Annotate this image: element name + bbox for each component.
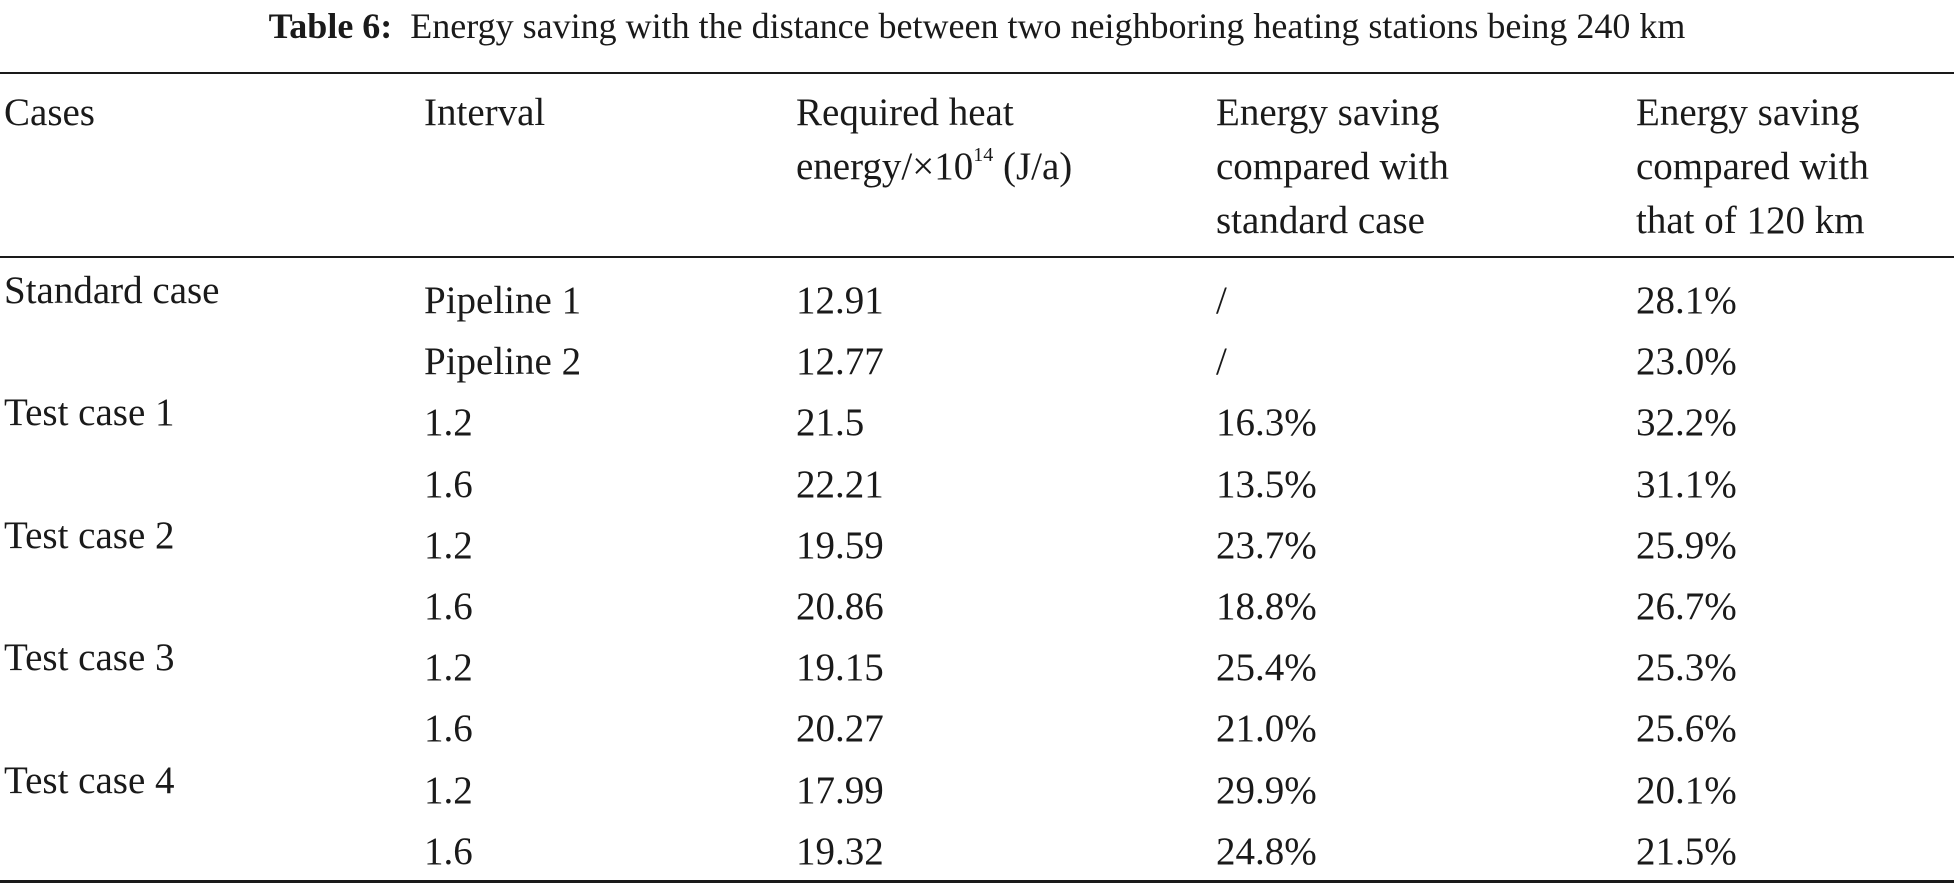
table-row: [0, 268, 1954, 329]
header-rule: [0, 256, 1954, 258]
cell-interval: 1.2: [424, 768, 473, 812]
cell-saving-standard: 23.7%: [1216, 523, 1317, 567]
cell-required-heat: 20.86: [796, 584, 884, 628]
cell-interval: 1.6: [424, 462, 473, 506]
cell-saving-120km: 25.3%: [1636, 646, 1737, 690]
header-interval: [424, 86, 545, 140]
cell-interval: 1.6: [424, 707, 473, 751]
cell-saving-standard: 13.5%: [1216, 462, 1317, 506]
cell-saving-standard: /: [1216, 340, 1227, 384]
cell-case: Standard case: [4, 269, 220, 312]
table-row: [0, 819, 1954, 880]
cell-saving-120km: 23.0%: [1636, 340, 1737, 384]
header-interval-label: Interval: [424, 91, 546, 134]
table-row: [0, 452, 1954, 513]
cell-case: Test case 3: [4, 636, 175, 680]
header-cases: [4, 86, 95, 140]
cell-saving-120km: 31.1%: [1636, 462, 1737, 506]
cell-required-heat: 19.15: [796, 646, 884, 690]
cell-saving-standard: 25.4%: [1216, 646, 1317, 690]
cell-saving-120km: 32.2%: [1636, 401, 1737, 445]
table-caption: [0, 2, 1954, 50]
table-row: [0, 329, 1954, 390]
header-required-line1: Required heat: [796, 91, 1014, 134]
cell-case: Test case 4: [4, 758, 175, 802]
table-body: [0, 268, 1954, 880]
top-rule: [0, 72, 1954, 74]
header-saving-120km: [1636, 86, 1869, 248]
table-row: [0, 574, 1954, 635]
table-row: [0, 513, 1954, 574]
cell-required-heat: 17.99: [796, 768, 884, 812]
bottom-rule: [0, 880, 1954, 883]
cell-required-heat: 21.5: [796, 401, 865, 445]
table-row: [0, 390, 1954, 451]
header-cases-label: Cases: [4, 91, 95, 134]
cell-saving-standard: 18.8%: [1216, 584, 1317, 628]
header-required-line2: [796, 140, 1072, 194]
header-saving-std-line1: Energy saving: [1216, 91, 1440, 134]
cell-interval: 1.6: [424, 829, 473, 873]
cell-interval: 1.6: [424, 584, 473, 628]
table-caption-label: Table 6:: [268, 6, 393, 46]
header-saving-120-line3: that of 120 km: [1636, 199, 1865, 242]
header-required-exponent: 14: [973, 144, 994, 166]
cell-case: Test case 1: [4, 391, 175, 435]
header-saving-120-line2: compared with: [1636, 145, 1869, 188]
cell-saving-standard: 21.0%: [1216, 707, 1317, 751]
cell-required-heat: 20.27: [796, 707, 884, 751]
cell-saving-120km: 25.9%: [1636, 523, 1737, 567]
cell-saving-120km: 20.1%: [1636, 768, 1737, 812]
header-required-unit-a: energy/×10: [796, 145, 974, 188]
cell-saving-standard: 24.8%: [1216, 829, 1317, 873]
cell-required-heat: 22.21: [796, 462, 884, 506]
table-row: [0, 696, 1954, 757]
header-saving-std-line3: standard case: [1216, 199, 1425, 242]
header-saving-120-line1: Energy saving: [1636, 91, 1860, 134]
cell-saving-standard: 16.3%: [1216, 401, 1317, 445]
cell-saving-120km: 21.5%: [1636, 829, 1737, 873]
cell-interval: 1.2: [424, 401, 473, 445]
cell-saving-standard: /: [1216, 279, 1227, 322]
cell-case: Test case 2: [4, 513, 175, 557]
cell-interval: Pipeline 1: [424, 279, 582, 322]
table-row: [0, 635, 1954, 696]
cell-saving-120km: 28.1%: [1636, 279, 1737, 322]
cell-saving-standard: 29.9%: [1216, 768, 1317, 812]
header-required-heat: [796, 86, 1072, 194]
cell-required-heat: 12.91: [796, 279, 884, 322]
header-saving-standard: [1216, 86, 1449, 248]
cell-required-heat: 12.77: [796, 340, 884, 384]
cell-required-heat: 19.59: [796, 523, 884, 567]
cell-interval: 1.2: [424, 523, 473, 567]
header-saving-std-line2: compared with: [1216, 145, 1449, 188]
table-caption-text: Energy saving with the distance between two neighboring heating stations being 240 km: [410, 6, 1686, 46]
cell-interval: Pipeline 2: [424, 340, 582, 384]
header-required-unit-b: (J/a): [993, 145, 1073, 188]
cell-saving-120km: 26.7%: [1636, 584, 1737, 628]
cell-required-heat: 19.32: [796, 829, 884, 873]
cell-saving-120km: 25.6%: [1636, 707, 1737, 751]
table-row: [0, 758, 1954, 819]
cell-interval: 1.2: [424, 646, 473, 690]
